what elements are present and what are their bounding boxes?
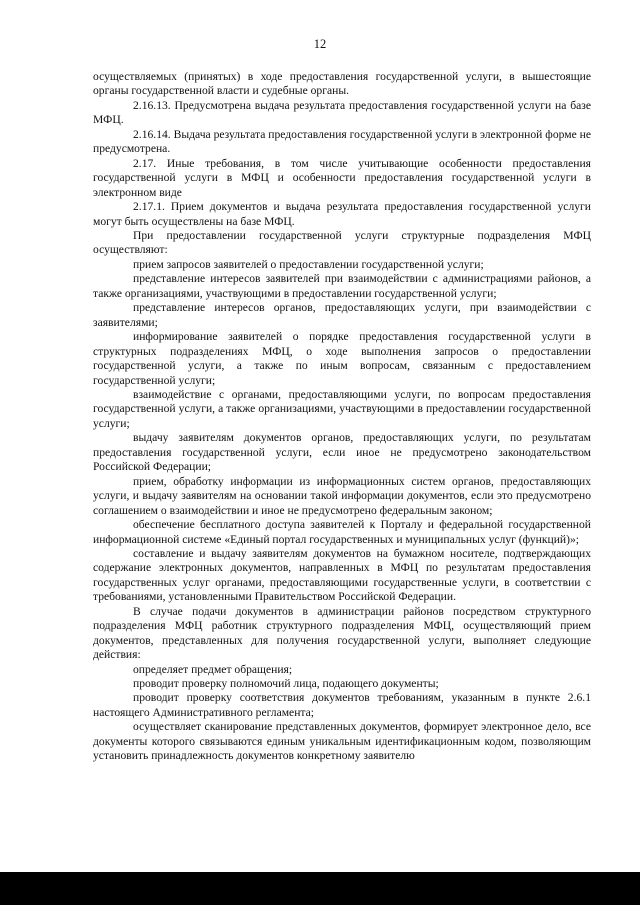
paragraph: представление интересов органов, предоставляющих услуги, при взаимодействии с заявителями;	[93, 301, 591, 329]
paragraph: составление и выдачу заявителям документов на бумажном носителе, подтверждающих содержание электронных документов, направленных в МФЦ по результатам предоставления государственных услуг органами, предоставляющими государственные услуги, в соответствии с требованиями, установленными Правительством Российской Федерации.	[93, 546, 591, 604]
paragraph: информирование заявителей о порядке предоставления государственной услуги в структурных подразделениях МФЦ, о ходе выполнения запросов о предоставлении государственной услуги, а также по иным вопросам, связанным с предоставлением государственной услуги;	[93, 330, 591, 387]
paragraph: 2.17.1. Прием документов и выдача результата предоставления государственной услуги могут быть осуществлены на базе МФЦ.	[93, 200, 591, 228]
scan-bottom-bar	[0, 872, 640, 905]
paragraph: представление интересов заявителей при взаимодействии с администрациями районов, а также организациями, участвующими в предоставлении государственной услуги;	[93, 272, 591, 300]
paragraph: проводит проверку полномочий лица, подающего документы;	[133, 677, 439, 691]
paragraph: осуществляет сканирование представленных документов, формирует электронное дело, все документы которого связываются единым уникальным идентификационным кодом, позволяющим установить принадлежность документов конкретному заявителю	[93, 720, 591, 763]
paragraph: При предоставлении государственной услуги структурные подразделения МФЦ осуществляют:	[93, 228, 591, 257]
paragraph: выдачу заявителям документов органов, предоставляющих услуги, по результатам предоставления государственной услуги, если иное не предусмотрено законодательством Российской Федерации;	[93, 431, 591, 474]
paragraph: прием, обработку информации из информационных систем органов, предоставляющих услуги, и выдачу заявителям на основании такой информации документов, если это предусмотрено соглашением о взаимодействии и иное не предусмотрено федеральным законом;	[93, 474, 591, 517]
paragraph: проводит проверку соответствия документов требованиям, указанным в пункте 2.6.1 настоящего Административного регламента;	[93, 691, 591, 719]
paragraph: определяет предмет обращения;	[133, 662, 293, 676]
paragraph: 2.16.13. Предусмотрена выдача результата предоставления государственной услуги на базе МФЦ.	[93, 98, 591, 127]
paragraph: обеспечение бесплатного доступа заявителей к Порталу и федеральной государственной информационной системе «Единый портал государственных и муниципальных услуг (функций)»;	[93, 518, 591, 546]
page-number: 12	[313, 37, 327, 51]
paragraph: взаимодействие с органами, предоставляющими услуги, по вопросам предоставления государственной услуги, а также организациями, участвующими в предоставлении государственной услуги;	[93, 387, 591, 430]
paragraph: прием запросов заявителей о предоставлении государственной услуги;	[133, 257, 484, 271]
document-body	[93, 70, 591, 764]
paragraph: 2.17. Иные требования, в том числе учитывающие особенности предоставления государственной услуги в МФЦ и особенности предоставления государственной услуги в электронном виде	[93, 156, 591, 199]
paragraph: 2.16.14. Выдача результата предоставления государственной услуги в электронной форме не предусмотрена.	[93, 127, 591, 156]
paragraph: В случае подачи документов в администрации районов посредством структурного подразделения МФЦ работник структурного подразделения МФЦ, осуществляющий прием документов, представленных для получения государственной услуги, выполняет следующие действия:	[93, 604, 591, 662]
paragraph: осуществляемых (принятых) в ходе предоставления государственной услуги, в вышестоящие органы государственной власти и судебные органы.	[93, 70, 591, 98]
